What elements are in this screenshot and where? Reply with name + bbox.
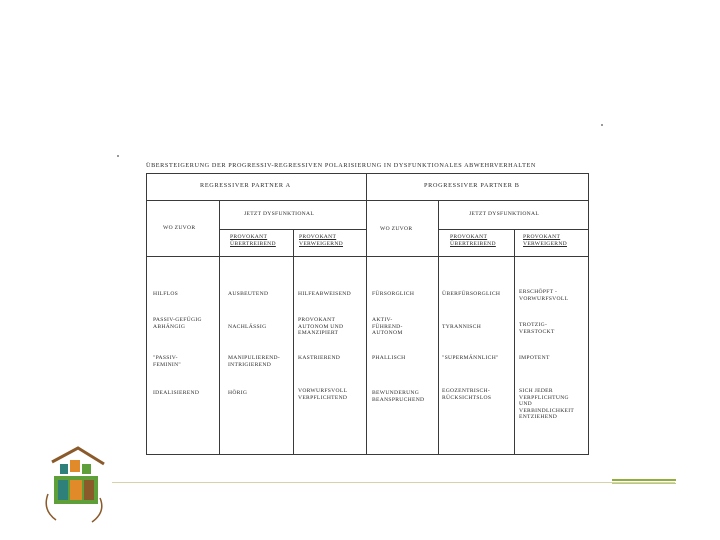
table-cell: AUSBEUTEND xyxy=(228,291,269,297)
table-cell: SICH JEDER VERPFLICHTUNG UND VERBINDLICHKEIT ENTZIEHEND xyxy=(519,388,575,421)
table-cell: HILFLOS xyxy=(153,291,179,297)
table-cell: PASSIV-GEFÜGIG ABHÄNGIG xyxy=(153,317,202,330)
table-cell: FÜRSORGLICH xyxy=(372,291,415,297)
sub-b1: PROVOKANT ÜBERTREIBEND xyxy=(450,234,496,247)
partner-b-header: PROGRESSIVER PARTNER B xyxy=(424,182,520,189)
table-cell: "SUPERMÄNNLICH" xyxy=(442,355,499,361)
table-cell: TROTZIG-VERSTOCKT xyxy=(519,322,555,335)
rule xyxy=(293,229,294,455)
table-cell: PHALLISCH xyxy=(372,355,406,361)
table-cell: IMPOTENT xyxy=(519,355,550,361)
rule xyxy=(514,229,515,455)
sub-a2: PROVOKANT VERWEIGERND xyxy=(299,234,344,247)
table-cell: ERSCHÖPFT - VORWURFSVOLL xyxy=(519,289,569,302)
sub-b2: PROVOKANT VERWEIGERND xyxy=(523,234,568,247)
jetzt-b: JETZT DYSFUNKTIONAL xyxy=(469,211,540,217)
footer-accent xyxy=(612,479,676,481)
table-cell: EGOZENTRISCH-RÜCKSICHTSLOS xyxy=(442,388,492,401)
table-title: ÜBERSTEIGERUNG DER PROGRESSIV-REGRESSIVEN POLARISIERUNG IN DYSFUNKTIONALES ABWEHRVERHALTEN xyxy=(146,162,536,169)
rule xyxy=(146,173,147,455)
table-cell: AKTIV-FÜHREND-AUTONOM xyxy=(372,317,403,337)
table-cell: PROVOKANT AUTONOM UND EMANZIPIERT xyxy=(298,317,344,337)
footer-divider xyxy=(112,482,675,483)
wo-zuvor-b: WO ZUVOR xyxy=(380,226,413,232)
jetzt-a: JETZT DYSFUNKTIONAL xyxy=(244,211,315,217)
wo-zuvor-a: WO ZUVOR xyxy=(163,225,196,231)
scan-speck xyxy=(601,124,603,126)
table-cell: BEWUNDERUNG BEANSPRUCHEND xyxy=(372,390,425,403)
table-cell: KASTRIEREND xyxy=(298,355,341,361)
table-cell: MANIPULIEREND-INTRIGIEREND xyxy=(228,355,281,368)
rule xyxy=(146,256,589,257)
table-cell: HÖRIG xyxy=(228,390,248,396)
rule xyxy=(588,173,589,455)
sub-a1: PROVOKANT ÜBERTREIBEND xyxy=(230,234,276,247)
table-cell: NACHLÄSSIG xyxy=(228,324,267,330)
table-cell: VORWURFSVOLL VERPFLICHTEND xyxy=(298,388,348,401)
table-cell: TYRANNISCH xyxy=(442,324,482,330)
rule xyxy=(366,173,367,455)
table-cell: ÜBERFÜRSORGLICH xyxy=(442,291,501,297)
table-cell: "PASSIV-FEMININ" xyxy=(153,355,181,368)
logo-house-icon xyxy=(34,440,116,528)
rule xyxy=(146,173,589,174)
partner-a-header: REGRESSIVER PARTNER A xyxy=(200,182,291,189)
rule xyxy=(219,200,220,455)
table-cell: IDEALISIEREND xyxy=(153,390,200,396)
footer-accent xyxy=(612,483,676,484)
organization-logo xyxy=(34,440,116,528)
rule xyxy=(146,454,589,455)
rule xyxy=(146,200,589,201)
rule xyxy=(438,200,439,455)
table-cell: HILFEABWEISEND xyxy=(298,291,351,297)
scan-speck xyxy=(117,155,119,157)
